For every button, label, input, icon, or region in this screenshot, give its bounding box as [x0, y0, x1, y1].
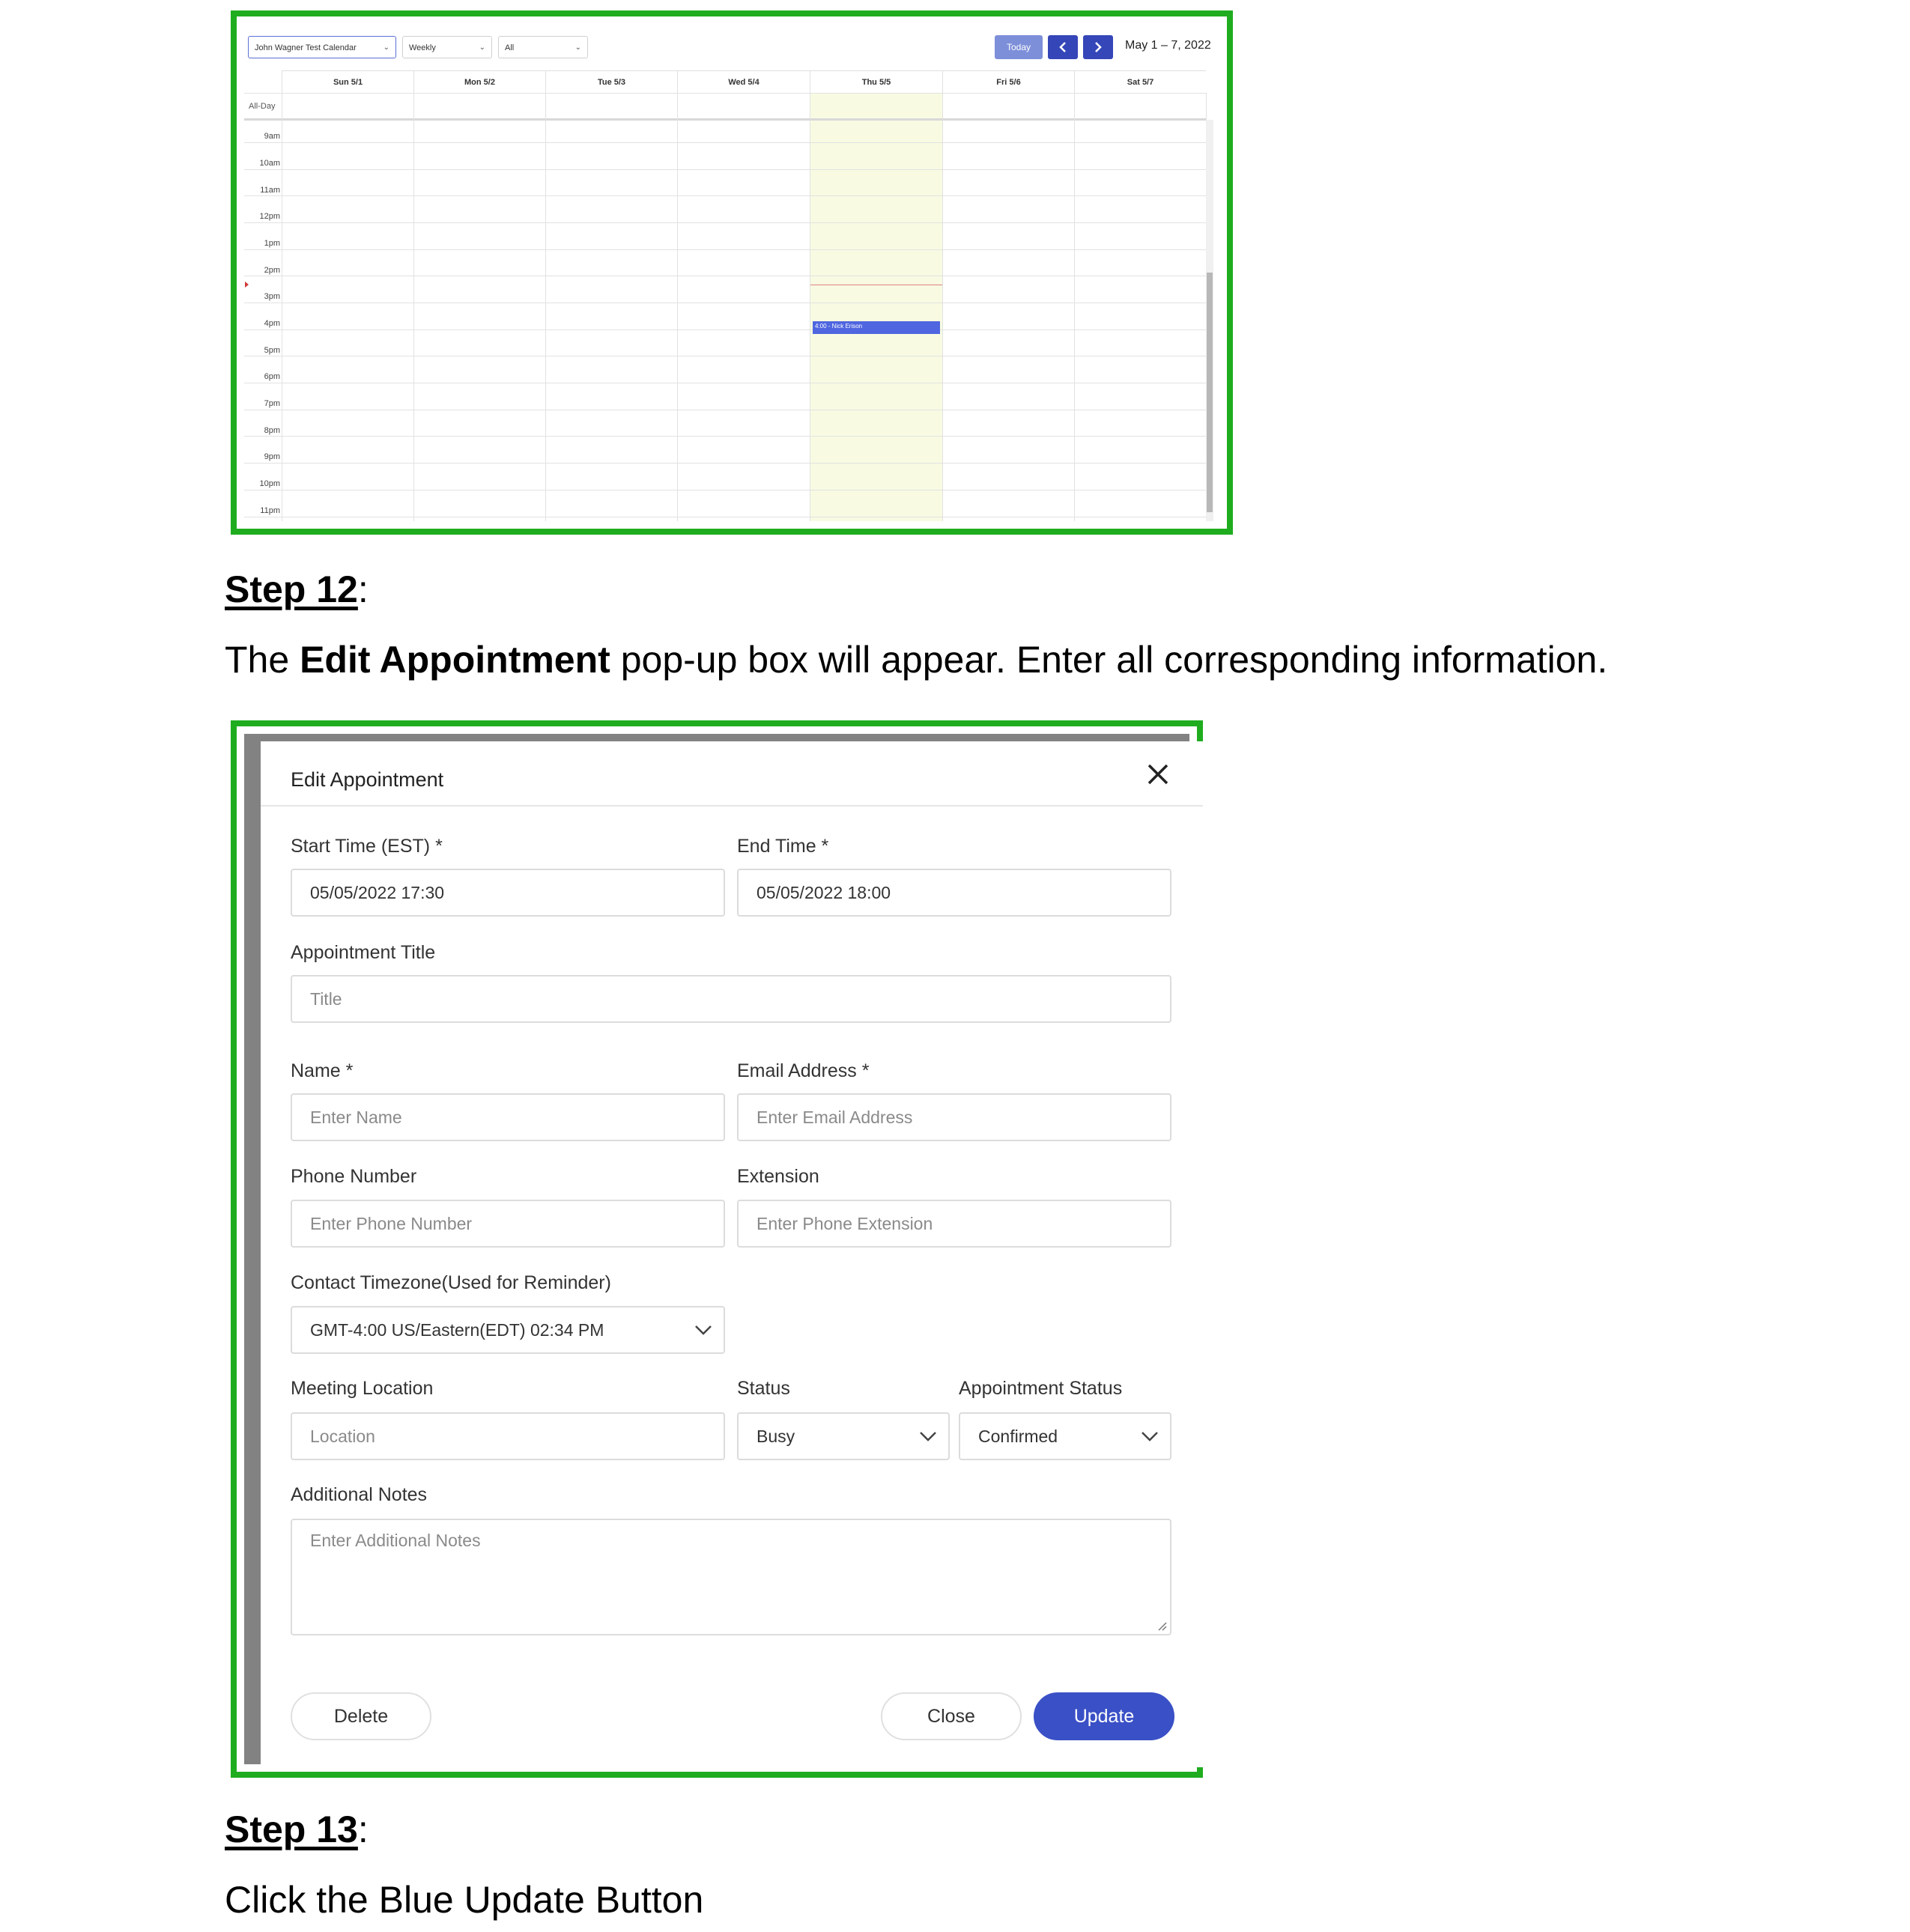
prev-week-button[interactable]: [1048, 35, 1078, 59]
name-input[interactable]: Enter Name: [291, 1093, 725, 1141]
modal-header-divider: [261, 805, 1203, 806]
extension-input[interactable]: Enter Phone Extension: [737, 1200, 1171, 1248]
resize-grip-icon[interactable]: [1156, 1620, 1167, 1631]
appointment-status-select[interactable]: [959, 1412, 1171, 1460]
end-time-label: End Time *: [737, 836, 829, 857]
day-header: Fri 5/6: [942, 70, 1074, 93]
step-12-label: Step 12: [225, 568, 358, 610]
close-button[interactable]: Close: [881, 1692, 1022, 1740]
step-12-colon: :: [357, 568, 369, 610]
day-header: Tue 5/3: [545, 70, 677, 93]
step-13-heading: [225, 1808, 369, 1851]
hour-line: [244, 249, 1206, 250]
step-12-text-before: The: [225, 639, 300, 681]
hour-line: [244, 142, 1206, 143]
chevron-down-icon: [1140, 1429, 1159, 1444]
hour-label: 9pm: [264, 452, 280, 461]
step-13-colon: :: [357, 1808, 369, 1850]
filter-select-value: All: [505, 43, 515, 52]
column-line: [545, 93, 546, 521]
column-line: [677, 93, 678, 521]
calendar-select-value: John Wagner Test Calendar: [255, 43, 357, 52]
day-header: Wed 5/4: [677, 70, 810, 93]
appointment-status-value: Confirmed: [978, 1427, 1058, 1446]
hour-line: [244, 329, 1206, 330]
hour-line: [244, 195, 1206, 196]
close-icon: [1143, 759, 1173, 789]
hour-label: 2pm: [264, 266, 280, 275]
current-time-marker-icon: [244, 281, 250, 288]
allday-divider: [244, 93, 1206, 94]
step-12-text-bold: Edit Appointment: [300, 639, 610, 681]
chevron-down-icon: [694, 1322, 713, 1337]
close-modal-button[interactable]: [1143, 759, 1173, 789]
chevron-down-icon: ⌄: [479, 43, 485, 52]
modal-backdrop: [244, 734, 1189, 1764]
status-label: Status: [737, 1378, 790, 1399]
chevron-left-icon: [1048, 35, 1078, 59]
modal-title: Edit Appointment: [291, 768, 444, 791]
step-12-text-after: pop-up box will appear. Enter all corresponding information.: [610, 639, 1608, 681]
name-label: Name *: [291, 1060, 354, 1081]
hour-label: 4pm: [264, 319, 280, 328]
hour-label: 7pm: [264, 399, 280, 408]
day-header: Sat 5/7: [1074, 70, 1206, 93]
timezone-select-value: GMT-4:00 US/Eastern(EDT) 02:34 PM: [310, 1320, 604, 1340]
hour-label: 10am: [259, 159, 280, 168]
hour-label: 10pm: [259, 479, 280, 488]
view-select[interactable]: [402, 36, 492, 58]
hour-line: [244, 222, 1206, 223]
calendar-event[interactable]: 4:00 - Nick Erison: [813, 321, 940, 334]
day-header: Thu 5/5: [810, 70, 942, 93]
step-12-instruction: [225, 638, 1607, 681]
view-select-value: Weekly: [409, 43, 436, 52]
hour-label: 1pm: [264, 239, 280, 248]
timezone-label: Contact Timezone(Used for Reminder): [291, 1272, 611, 1293]
edit-appointment-screenshot: [231, 720, 1203, 1778]
calendar-select[interactable]: [248, 36, 396, 58]
hour-label: 3pm: [264, 292, 280, 301]
chevron-down-icon: ⌄: [574, 43, 581, 52]
delete-button[interactable]: Delete: [291, 1692, 431, 1740]
notes-placeholder: Enter Additional Notes: [310, 1531, 481, 1550]
extension-label: Extension: [737, 1166, 819, 1187]
day-header: Mon 5/2: [413, 70, 545, 93]
start-time-label: Start Time (EST) *: [291, 836, 443, 857]
calendar-screenshot: [231, 10, 1233, 535]
today-column-highlight: [810, 93, 942, 521]
scrollbar-thumb[interactable]: [1207, 273, 1213, 512]
location-label: Meeting Location: [291, 1378, 434, 1399]
end-time-input[interactable]: 05/05/2022 18:00: [737, 869, 1171, 917]
hour-label: 11am: [260, 186, 280, 195]
step-13-label: Step 13: [225, 1808, 358, 1850]
column-line: [942, 93, 943, 521]
day-header: Sun 5/1: [282, 70, 413, 93]
date-range-label: May 1 – 7, 2022: [1125, 39, 1211, 52]
timezone-select[interactable]: [291, 1306, 725, 1354]
notes-label: Additional Notes: [291, 1484, 428, 1505]
chevron-down-icon: ⌄: [383, 43, 389, 52]
appointment-status-label: Appointment Status: [959, 1378, 1123, 1399]
email-input[interactable]: Enter Email Address: [737, 1093, 1171, 1141]
notes-textarea[interactable]: [291, 1519, 1171, 1635]
hour-label: 12pm: [259, 212, 280, 221]
status-select-value: Busy: [757, 1427, 795, 1446]
step-13-instruction: Click the Blue Update Button: [225, 1879, 704, 1921]
phone-input[interactable]: Enter Phone Number: [291, 1200, 725, 1248]
hour-label: 9am: [264, 132, 280, 141]
phone-label: Phone Number: [291, 1166, 417, 1187]
week-grid: [244, 70, 1213, 524]
edit-appointment-modal: [261, 741, 1203, 1767]
update-button[interactable]: Update: [1034, 1692, 1174, 1740]
start-time-input[interactable]: 05/05/2022 17:30: [291, 869, 725, 917]
today-button[interactable]: Today: [995, 35, 1043, 59]
chevron-down-icon: [918, 1429, 938, 1444]
hour-label: 11pm: [260, 506, 280, 515]
location-input[interactable]: Location: [291, 1412, 725, 1460]
chevron-right-icon: [1083, 35, 1113, 59]
hour-label: 6pm: [264, 372, 280, 381]
step-12-heading: [225, 568, 369, 611]
allday-divider: [244, 118, 1206, 121]
hour-label: 8pm: [264, 426, 280, 435]
appointment-title-label: Appointment Title: [291, 942, 436, 963]
calendar-view: [244, 24, 1219, 521]
allday-label: All-Day: [249, 102, 276, 111]
hour-line: [244, 436, 1206, 437]
filter-select[interactable]: [498, 36, 588, 58]
hour-line: [244, 463, 1206, 464]
email-label: Email Address *: [737, 1060, 870, 1081]
column-line: [1074, 93, 1075, 521]
hour-label: 5pm: [264, 346, 280, 355]
status-select[interactable]: [737, 1412, 950, 1460]
appointment-title-input[interactable]: Title: [291, 975, 1171, 1023]
hour-line: [244, 169, 1206, 170]
next-week-button[interactable]: [1083, 35, 1113, 59]
column-line: [413, 93, 414, 521]
